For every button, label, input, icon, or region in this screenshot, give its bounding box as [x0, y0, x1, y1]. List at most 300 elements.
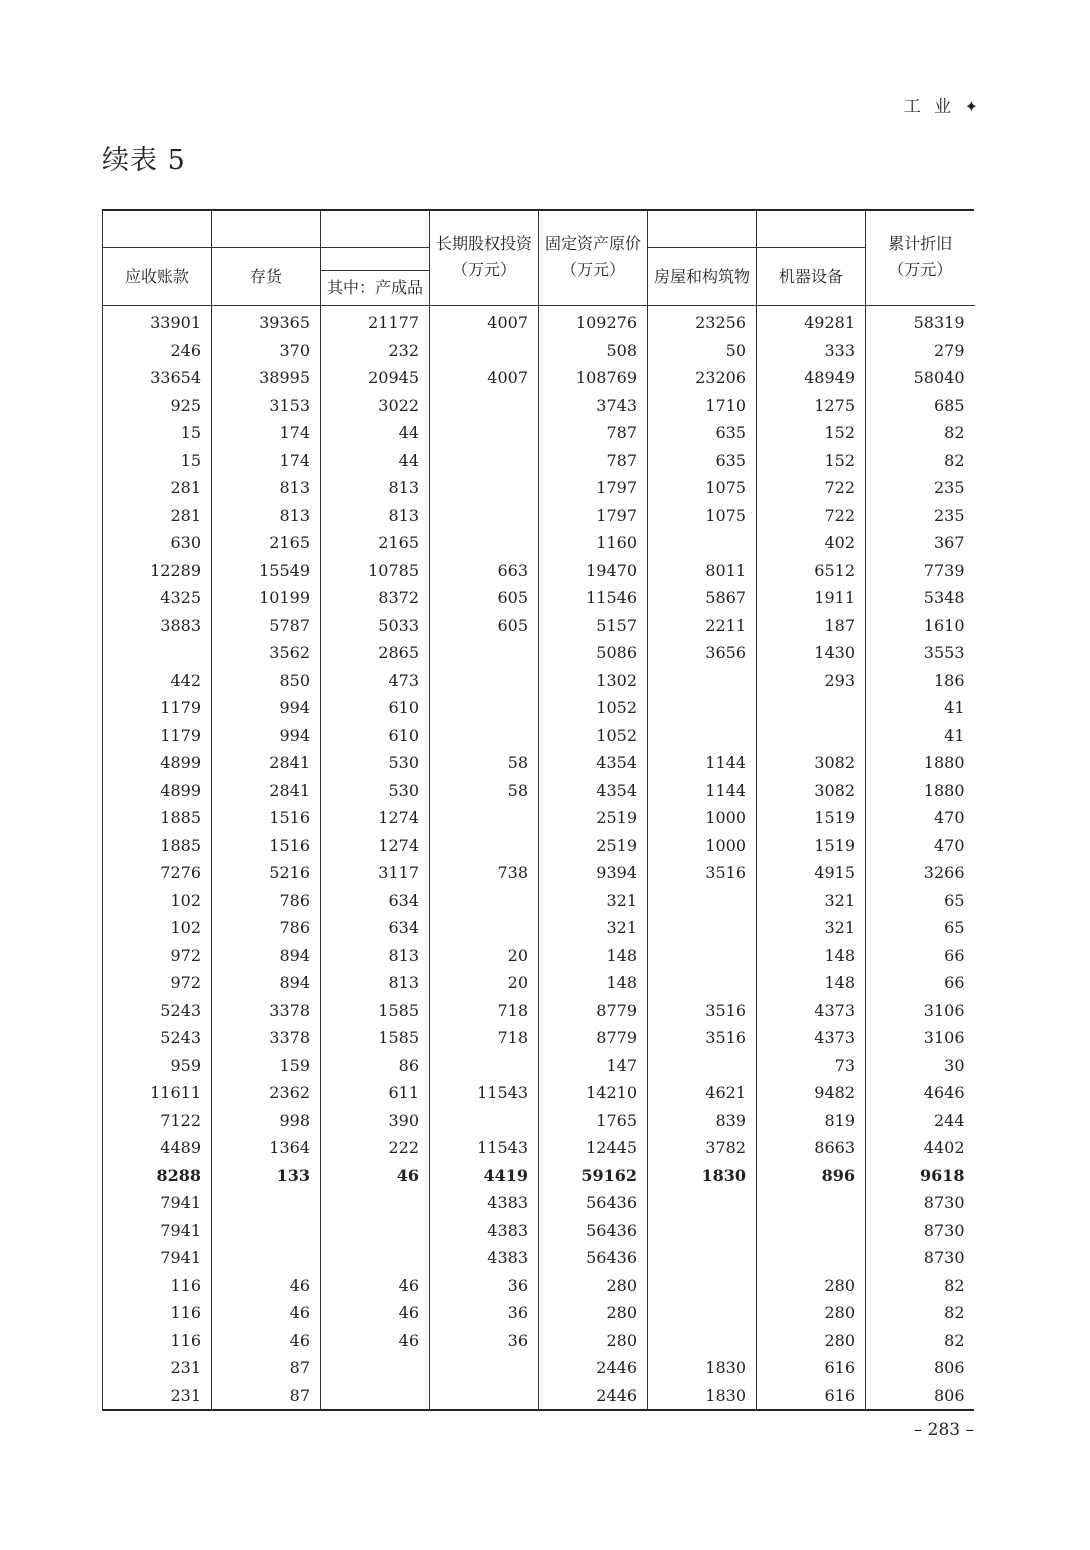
cell-long-term-equity	[430, 1052, 539, 1080]
cell-depreciation: 1880	[866, 749, 975, 777]
cell-inventory: 87	[212, 1382, 321, 1410]
cell-finished-goods: 46	[321, 1162, 430, 1190]
table-row	[103, 639, 975, 667]
cell-depreciation: 3266	[866, 859, 975, 887]
table-row	[103, 722, 975, 750]
cell-receivables: 231	[103, 1354, 212, 1382]
cell-finished-goods: 222	[321, 1134, 430, 1162]
cell-inventory: 159	[212, 1052, 321, 1080]
cell-fixed-assets: 4354	[539, 749, 648, 777]
cell-finished-goods	[321, 1244, 430, 1272]
cell-depreciation: 5348	[866, 584, 975, 612]
cell-receivables: 972	[103, 969, 212, 997]
cell-depreciation: 1880	[866, 777, 975, 805]
cell-inventory: 3378	[212, 1024, 321, 1052]
cell-long-term-equity	[430, 419, 539, 447]
cell-machinery	[757, 1217, 866, 1245]
cell-long-term-equity: 36	[430, 1299, 539, 1327]
cell-receivables: 33654	[103, 364, 212, 392]
cell-machinery	[757, 722, 866, 750]
cell-machinery: 48949	[757, 364, 866, 392]
cell-long-term-equity	[430, 1354, 539, 1382]
cell-depreciation: 66	[866, 969, 975, 997]
cell-receivables: 12289	[103, 557, 212, 585]
cell-depreciation: 9618	[866, 1162, 975, 1190]
table-row	[103, 502, 975, 530]
table-row	[103, 942, 975, 970]
cell-fixed-assets: 109276	[539, 306, 648, 337]
cell-receivables: 1885	[103, 832, 212, 860]
table-row	[103, 1079, 975, 1107]
data-table	[102, 211, 975, 1409]
cell-machinery: 3082	[757, 777, 866, 805]
cell-receivables: 4325	[103, 584, 212, 612]
cell-buildings: 1830	[648, 1382, 757, 1410]
cell-finished-goods: 21177	[321, 306, 430, 337]
cell-machinery: 293	[757, 667, 866, 695]
cell-finished-goods	[321, 1217, 430, 1245]
cell-inventory: 174	[212, 447, 321, 475]
cell-fixed-assets: 787	[539, 447, 648, 475]
cell-fixed-assets: 56436	[539, 1189, 648, 1217]
cell-machinery	[757, 1244, 866, 1272]
cell-finished-goods: 46	[321, 1272, 430, 1300]
cell-fixed-assets: 148	[539, 942, 648, 970]
cell-depreciation: 58319	[866, 306, 975, 337]
cell-long-term-equity	[430, 1382, 539, 1410]
cell-long-term-equity: 4383	[430, 1189, 539, 1217]
cell-finished-goods: 86	[321, 1052, 430, 1080]
cell-receivables: 7941	[103, 1217, 212, 1245]
header-buildings: 房屋和构筑物	[648, 248, 757, 306]
cell-buildings: 635	[648, 447, 757, 475]
cell-receivables: 281	[103, 502, 212, 530]
cell-depreciation: 235	[866, 474, 975, 502]
cell-fixed-assets: 787	[539, 419, 648, 447]
header-spacer	[757, 211, 866, 248]
cell-fixed-assets: 1797	[539, 474, 648, 502]
cell-fixed-assets: 14210	[539, 1079, 648, 1107]
cell-finished-goods: 634	[321, 914, 430, 942]
cell-long-term-equity: 58	[430, 777, 539, 805]
cell-fixed-assets: 280	[539, 1327, 648, 1355]
cell-finished-goods: 390	[321, 1107, 430, 1135]
cell-buildings	[648, 1189, 757, 1217]
cell-machinery: 4373	[757, 997, 866, 1025]
cell-fixed-assets: 8779	[539, 1024, 648, 1052]
cell-receivables: 4899	[103, 749, 212, 777]
cell-inventory: 894	[212, 942, 321, 970]
cell-depreciation: 58040	[866, 364, 975, 392]
cell-depreciation: 235	[866, 502, 975, 530]
header-spacer	[648, 211, 757, 248]
cell-fixed-assets: 1160	[539, 529, 648, 557]
cell-inventory: 3153	[212, 392, 321, 420]
cell-machinery: 49281	[757, 306, 866, 337]
cell-long-term-equity: 20	[430, 942, 539, 970]
cell-long-term-equity: 4007	[430, 306, 539, 337]
running-head-text: 工 业	[903, 97, 956, 117]
cell-receivables: 102	[103, 914, 212, 942]
cell-long-term-equity: 718	[430, 1024, 539, 1052]
cell-fixed-assets: 508	[539, 337, 648, 365]
cell-long-term-equity	[430, 804, 539, 832]
cell-buildings: 1144	[648, 749, 757, 777]
cell-inventory: 786	[212, 887, 321, 915]
cell-long-term-equity	[430, 667, 539, 695]
cell-buildings: 8011	[648, 557, 757, 585]
cell-long-term-equity: 36	[430, 1327, 539, 1355]
cell-depreciation: 3106	[866, 997, 975, 1025]
cell-machinery: 722	[757, 502, 866, 530]
cell-long-term-equity	[430, 887, 539, 915]
cell-fixed-assets: 280	[539, 1272, 648, 1300]
cell-finished-goods: 813	[321, 502, 430, 530]
cell-depreciation: 82	[866, 419, 975, 447]
cell-receivables: 7122	[103, 1107, 212, 1135]
cell-finished-goods: 8372	[321, 584, 430, 612]
cell-buildings	[648, 1299, 757, 1327]
cell-depreciation: 279	[866, 337, 975, 365]
cell-buildings	[648, 969, 757, 997]
cell-buildings: 3656	[648, 639, 757, 667]
cell-buildings: 839	[648, 1107, 757, 1135]
cell-inventory: 46	[212, 1299, 321, 1327]
cell-machinery: 280	[757, 1299, 866, 1327]
cell-machinery: 616	[757, 1354, 866, 1382]
table-row	[103, 419, 975, 447]
cell-buildings: 2211	[648, 612, 757, 640]
table-row	[103, 1327, 975, 1355]
header-receivables: 应收账款	[103, 248, 212, 306]
cell-buildings	[648, 667, 757, 695]
cell-fixed-assets: 1797	[539, 502, 648, 530]
cell-fixed-assets: 12445	[539, 1134, 648, 1162]
cell-fixed-assets: 56436	[539, 1217, 648, 1245]
cell-machinery: 1911	[757, 584, 866, 612]
table-row	[103, 364, 975, 392]
table-row	[103, 1382, 975, 1410]
cell-machinery: 1430	[757, 639, 866, 667]
cell-machinery: 6512	[757, 557, 866, 585]
cell-long-term-equity: 663	[430, 557, 539, 585]
table-row	[103, 887, 975, 915]
cell-long-term-equity	[430, 502, 539, 530]
cell-depreciation: 367	[866, 529, 975, 557]
cell-finished-goods: 610	[321, 722, 430, 750]
cell-buildings	[648, 1217, 757, 1245]
cell-inventory: 2841	[212, 777, 321, 805]
cell-receivables: 3883	[103, 612, 212, 640]
cell-inventory: 2362	[212, 1079, 321, 1107]
table-row	[103, 1299, 975, 1327]
cell-long-term-equity: 605	[430, 584, 539, 612]
cell-depreciation: 1610	[866, 612, 975, 640]
cell-fixed-assets: 2519	[539, 832, 648, 860]
cell-machinery: 402	[757, 529, 866, 557]
cell-long-term-equity	[430, 529, 539, 557]
cell-receivables: 5243	[103, 997, 212, 1025]
cell-finished-goods: 232	[321, 337, 430, 365]
cell-finished-goods: 2165	[321, 529, 430, 557]
table-row	[103, 1052, 975, 1080]
cell-finished-goods: 473	[321, 667, 430, 695]
cell-inventory: 3562	[212, 639, 321, 667]
cell-inventory: 39365	[212, 306, 321, 337]
cell-long-term-equity: 4383	[430, 1217, 539, 1245]
cell-finished-goods: 1274	[321, 832, 430, 860]
cell-long-term-equity: 11543	[430, 1134, 539, 1162]
cell-machinery: 4373	[757, 1024, 866, 1052]
cell-machinery: 9482	[757, 1079, 866, 1107]
cell-fixed-assets: 280	[539, 1299, 648, 1327]
cell-receivables: 7941	[103, 1189, 212, 1217]
cell-receivables: 959	[103, 1052, 212, 1080]
cell-inventory: 38995	[212, 364, 321, 392]
cell-inventory: 1516	[212, 832, 321, 860]
cell-depreciation: 8730	[866, 1189, 975, 1217]
cell-finished-goods	[321, 1354, 430, 1382]
cell-receivables: 116	[103, 1272, 212, 1300]
cell-machinery: 3082	[757, 749, 866, 777]
cell-machinery: 819	[757, 1107, 866, 1135]
statistics-table	[102, 209, 974, 1411]
bottom-rule	[102, 1409, 974, 1411]
cell-machinery: 152	[757, 447, 866, 475]
cell-buildings: 1830	[648, 1162, 757, 1190]
cell-fixed-assets: 2446	[539, 1354, 648, 1382]
cell-depreciation: 4646	[866, 1079, 975, 1107]
cell-long-term-equity: 718	[430, 997, 539, 1025]
table-row	[103, 447, 975, 475]
cell-fixed-assets: 147	[539, 1052, 648, 1080]
cell-finished-goods: 813	[321, 969, 430, 997]
cell-receivables: 925	[103, 392, 212, 420]
cell-inventory	[212, 1189, 321, 1217]
running-head	[904, 92, 978, 117]
page-number: – 283 –	[913, 1420, 974, 1440]
cell-buildings: 1144	[648, 777, 757, 805]
cell-finished-goods: 3022	[321, 392, 430, 420]
cell-long-term-equity: 4007	[430, 364, 539, 392]
header-inventory: 存货	[212, 248, 321, 306]
cell-buildings	[648, 914, 757, 942]
cell-machinery: 280	[757, 1272, 866, 1300]
cell-machinery: 148	[757, 969, 866, 997]
cell-inventory: 894	[212, 969, 321, 997]
cell-inventory: 174	[212, 419, 321, 447]
header-finished-goods: 其中：产成品	[321, 271, 430, 306]
cell-fixed-assets: 59162	[539, 1162, 648, 1190]
cell-buildings: 1075	[648, 502, 757, 530]
cell-long-term-equity	[430, 914, 539, 942]
cell-fixed-assets: 8779	[539, 997, 648, 1025]
cell-buildings: 4621	[648, 1079, 757, 1107]
cell-buildings: 3782	[648, 1134, 757, 1162]
cell-depreciation: 806	[866, 1354, 975, 1382]
cell-buildings	[648, 942, 757, 970]
cell-inventory	[212, 1217, 321, 1245]
cell-receivables: 15	[103, 419, 212, 447]
cell-depreciation: 4402	[866, 1134, 975, 1162]
table-row	[103, 777, 975, 805]
cell-fixed-assets: 2519	[539, 804, 648, 832]
cell-depreciation: 65	[866, 914, 975, 942]
cell-buildings	[648, 1244, 757, 1272]
cell-inventory: 813	[212, 474, 321, 502]
cell-finished-goods: 2865	[321, 639, 430, 667]
cell-inventory: 46	[212, 1327, 321, 1355]
cell-fixed-assets: 1302	[539, 667, 648, 695]
cell-buildings: 5867	[648, 584, 757, 612]
cell-finished-goods: 1585	[321, 997, 430, 1025]
cell-machinery: 616	[757, 1382, 866, 1410]
cell-inventory: 5216	[212, 859, 321, 887]
cell-long-term-equity	[430, 1107, 539, 1135]
table-row	[103, 997, 975, 1025]
cell-fixed-assets: 56436	[539, 1244, 648, 1272]
table-row	[103, 557, 975, 585]
cell-long-term-equity	[430, 722, 539, 750]
cell-receivables: 4899	[103, 777, 212, 805]
cell-machinery: 187	[757, 612, 866, 640]
table-row	[103, 337, 975, 365]
header-depreciation: 累计折旧 （万元）	[866, 211, 975, 306]
cell-long-term-equity	[430, 337, 539, 365]
cell-machinery: 722	[757, 474, 866, 502]
table-row	[103, 804, 975, 832]
table-header	[103, 211, 975, 306]
cell-receivables: 281	[103, 474, 212, 502]
cell-long-term-equity: 20	[430, 969, 539, 997]
header-spacer	[321, 248, 430, 271]
cell-buildings: 635	[648, 419, 757, 447]
cell-depreciation: 186	[866, 667, 975, 695]
cell-fixed-assets: 1052	[539, 694, 648, 722]
cell-buildings: 1830	[648, 1354, 757, 1382]
cell-depreciation: 3553	[866, 639, 975, 667]
cell-receivables: 630	[103, 529, 212, 557]
cell-receivables: 5243	[103, 1024, 212, 1052]
cell-buildings	[648, 887, 757, 915]
cell-finished-goods: 44	[321, 419, 430, 447]
table-row	[103, 859, 975, 887]
table-row	[103, 1024, 975, 1052]
cell-inventory: 1516	[212, 804, 321, 832]
cell-machinery: 8663	[757, 1134, 866, 1162]
cell-long-term-equity	[430, 447, 539, 475]
cell-inventory: 46	[212, 1272, 321, 1300]
header-fixed-assets: 固定资产原价 （万元）	[539, 211, 648, 306]
cell-receivables	[103, 639, 212, 667]
cell-inventory: 10199	[212, 584, 321, 612]
table-row	[103, 584, 975, 612]
cell-finished-goods: 813	[321, 474, 430, 502]
cell-finished-goods	[321, 1382, 430, 1410]
cell-fixed-assets: 5086	[539, 639, 648, 667]
cell-receivables: 33901	[103, 306, 212, 337]
cell-fixed-assets: 5157	[539, 612, 648, 640]
table-row	[103, 1107, 975, 1135]
cell-inventory: 850	[212, 667, 321, 695]
cell-depreciation: 470	[866, 832, 975, 860]
cell-long-term-equity: 11543	[430, 1079, 539, 1107]
table-row	[103, 1244, 975, 1272]
table-row	[103, 1189, 975, 1217]
cell-depreciation: 82	[866, 1327, 975, 1355]
diamond-ornament-icon: ✦	[964, 97, 978, 116]
cell-fixed-assets: 148	[539, 969, 648, 997]
cell-fixed-assets: 108769	[539, 364, 648, 392]
cell-inventory: 5787	[212, 612, 321, 640]
cell-fixed-assets: 19470	[539, 557, 648, 585]
cell-inventory: 133	[212, 1162, 321, 1190]
cell-receivables: 442	[103, 667, 212, 695]
cell-finished-goods: 46	[321, 1327, 430, 1355]
table-row	[103, 694, 975, 722]
cell-depreciation: 8730	[866, 1244, 975, 1272]
cell-receivables: 7276	[103, 859, 212, 887]
cell-finished-goods: 611	[321, 1079, 430, 1107]
cell-depreciation: 65	[866, 887, 975, 915]
cell-fixed-assets: 1052	[539, 722, 648, 750]
cell-machinery: 321	[757, 914, 866, 942]
cell-depreciation: 470	[866, 804, 975, 832]
cell-buildings	[648, 1052, 757, 1080]
cell-buildings	[648, 1327, 757, 1355]
cell-inventory: 2841	[212, 749, 321, 777]
cell-inventory: 994	[212, 694, 321, 722]
table-row	[103, 1272, 975, 1300]
cell-finished-goods: 3117	[321, 859, 430, 887]
cell-receivables: 15	[103, 447, 212, 475]
cell-depreciation: 685	[866, 392, 975, 420]
table-row	[103, 1162, 975, 1190]
cell-buildings	[648, 529, 757, 557]
cell-fixed-assets: 2446	[539, 1382, 648, 1410]
cell-buildings: 3516	[648, 859, 757, 887]
cell-depreciation: 66	[866, 942, 975, 970]
cell-machinery: 4915	[757, 859, 866, 887]
cell-long-term-equity: 36	[430, 1272, 539, 1300]
cell-depreciation: 806	[866, 1382, 975, 1410]
cell-finished-goods: 610	[321, 694, 430, 722]
cell-depreciation: 41	[866, 722, 975, 750]
table-row	[103, 667, 975, 695]
cell-long-term-equity	[430, 392, 539, 420]
cell-receivables: 1885	[103, 804, 212, 832]
cell-receivables: 116	[103, 1299, 212, 1327]
cell-machinery: 333	[757, 337, 866, 365]
cell-depreciation: 3106	[866, 1024, 975, 1052]
table-row	[103, 1134, 975, 1162]
cell-buildings: 23206	[648, 364, 757, 392]
header-spacer	[103, 211, 212, 248]
cell-inventory	[212, 1244, 321, 1272]
cell-long-term-equity: 4419	[430, 1162, 539, 1190]
cell-inventory: 87	[212, 1354, 321, 1382]
cell-machinery: 148	[757, 942, 866, 970]
cell-depreciation: 82	[866, 1272, 975, 1300]
cell-receivables: 1179	[103, 722, 212, 750]
cell-inventory: 994	[212, 722, 321, 750]
table-row	[103, 969, 975, 997]
header-spacer	[212, 211, 321, 248]
cell-machinery	[757, 694, 866, 722]
cell-long-term-equity	[430, 832, 539, 860]
cell-finished-goods: 530	[321, 749, 430, 777]
cell-fixed-assets: 321	[539, 914, 648, 942]
